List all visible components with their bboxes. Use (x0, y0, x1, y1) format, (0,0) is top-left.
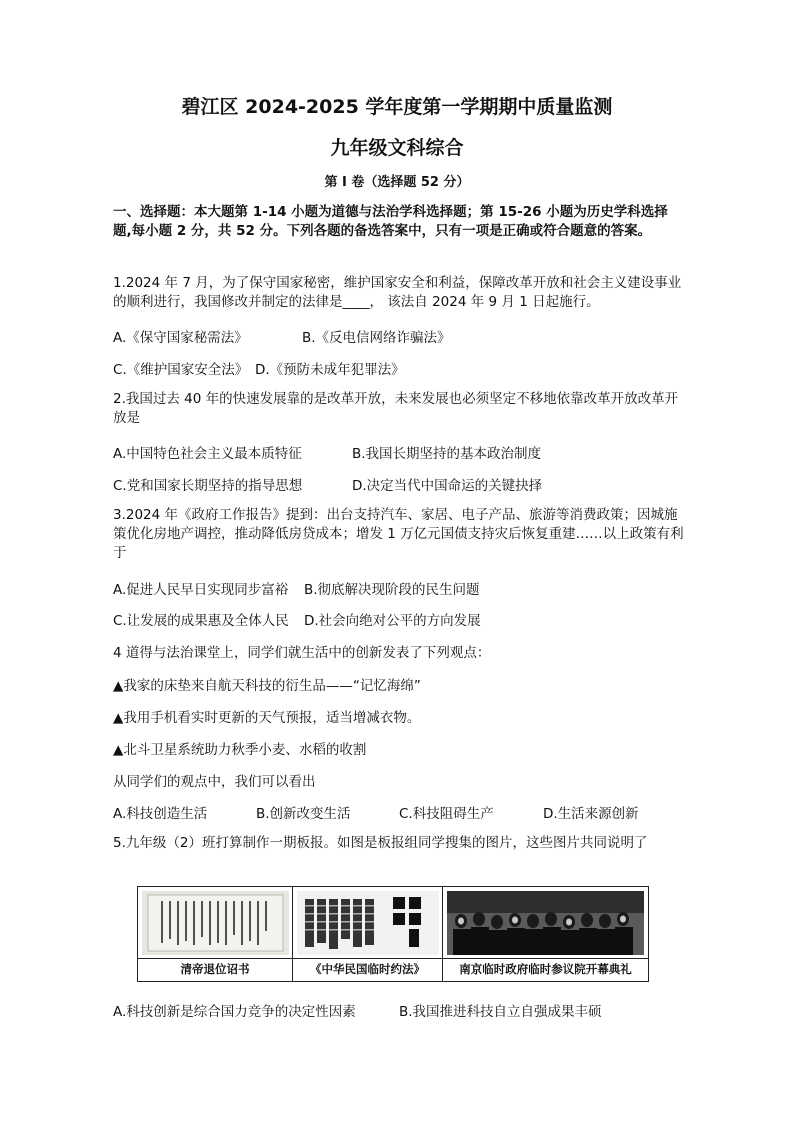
q1-option-b[interactable]: B.《反电信网络诈骗法》 (302, 330, 451, 346)
q4-option-d[interactable]: D.生活来源创新 (543, 806, 639, 822)
question-5-stem: 5.九年级（2）班打算制作一期板报。如图是板报组同学搜集的图片，这些图片共同说明了 (113, 835, 648, 851)
q2-option-a[interactable]: A.中国特色社会主义最本质特征 (113, 446, 302, 462)
q1-option-a[interactable]: A.《保守国家秘需法》 (113, 330, 248, 346)
figure-caption-constitution: 《中华民国临时约法》 (293, 958, 442, 981)
question-1-stem: 1.2024 年 7 月，为了保守国家秘密，维护国家安全和利益，保障改革开放和社会主义建设事业的顺利进行，我国修改并制定的法律是____， 该法自 2024 年 9 月 1 日起施行。 (113, 275, 682, 310)
q3-option-b[interactable]: B.彻底解决现阶段的民生问题 (304, 582, 480, 598)
q4-lead: 从同学们的观点中，我们可以看出 (113, 774, 316, 790)
q4-option-a[interactable]: A.科技创造生活 (113, 806, 208, 822)
question-3-stem: 3.2024 年《政府工作报告》提到：出台支持汽车、家居、电子产品、旅游等消费政策；因城施策优化房地产调控，推动降低房贷成本；增发 1 万亿元国债支持灾后恢复重建……以上政策有利于 (113, 507, 684, 561)
figure-cell-ceremony (443, 887, 648, 981)
constitution-document-image (297, 891, 439, 955)
exam-subtitle: 九年级文科综合 (330, 137, 464, 159)
figure-caption-edict: 清帝退位诏书 (138, 958, 292, 981)
q4-option-b[interactable]: B.创新改变生活 (256, 806, 351, 822)
question-2-stem: 2.我国过去 40 年的快速发展靠的是改革开放，未来发展也必须坚定不移地依靠改革开放改革开放是 (113, 391, 679, 426)
q1-option-d[interactable]: D.《预防未成年犯罪法》 (255, 362, 405, 378)
q4-point-1: ▲我家的床垫来自航天科技的衍生品——“记忆海绵” (113, 678, 421, 694)
figure-caption-ceremony: 南京临时政府临时参议院开幕典礼 (443, 958, 648, 981)
ceremony-photo-image (447, 891, 644, 955)
figure-cell-constitution (293, 887, 443, 981)
q3-option-c[interactable]: C.让发展的成果惠及全体人民 (113, 613, 289, 629)
edict-document-image (142, 891, 289, 955)
q4-point-2: ▲我用手机看实时更新的天气预报，适当增减衣物。 (113, 710, 421, 726)
q4-option-c[interactable]: C.科技阻碍生产 (399, 806, 494, 822)
q3-option-d[interactable]: D.社会向绝对公平的方向发展 (304, 613, 481, 629)
q2-option-d[interactable]: D.决定当代中国命运的关键抉择 (352, 478, 543, 494)
section-intro: 一、选择题：本大题第 1-14 小题为道德与法治学科选择题；第 15-26 小题为历史学科选择题,每小题 2 分，共 52 分。下列各题的备选答案中，只有一项是正确或符合题意的答案。 (113, 204, 668, 239)
q2-option-c[interactable]: C.党和国家长期坚持的指导思想 (113, 478, 303, 494)
q1-option-c[interactable]: C.《维护国家安全法》 (113, 362, 249, 378)
q5-option-a[interactable]: A.科技创新是综合国力竞争的决定性因素 (113, 1004, 356, 1020)
volume-heading: 第 I 卷（选择题 52 分） (324, 175, 470, 190)
q2-option-b[interactable]: B.我国长期坚持的基本政治制度 (352, 446, 542, 462)
question-4-stem: 4 道得与法治课堂上，同学们就生活中的创新发表了下列观点： (113, 645, 491, 661)
exam-title: 碧江区 2024-2025 学年度第一学期期中质量监测 (181, 96, 613, 118)
question-5-figure (137, 886, 649, 982)
q5-option-b[interactable]: B.我国推进科技自立自强成果丰硕 (399, 1004, 602, 1020)
q3-option-a[interactable]: A.促进人民早日实现同步富裕 (113, 582, 289, 598)
q4-point-3: ▲北斗卫星系统助力秋季小麦、水稻的收割 (113, 742, 367, 758)
figure-cell-edict (138, 887, 293, 981)
